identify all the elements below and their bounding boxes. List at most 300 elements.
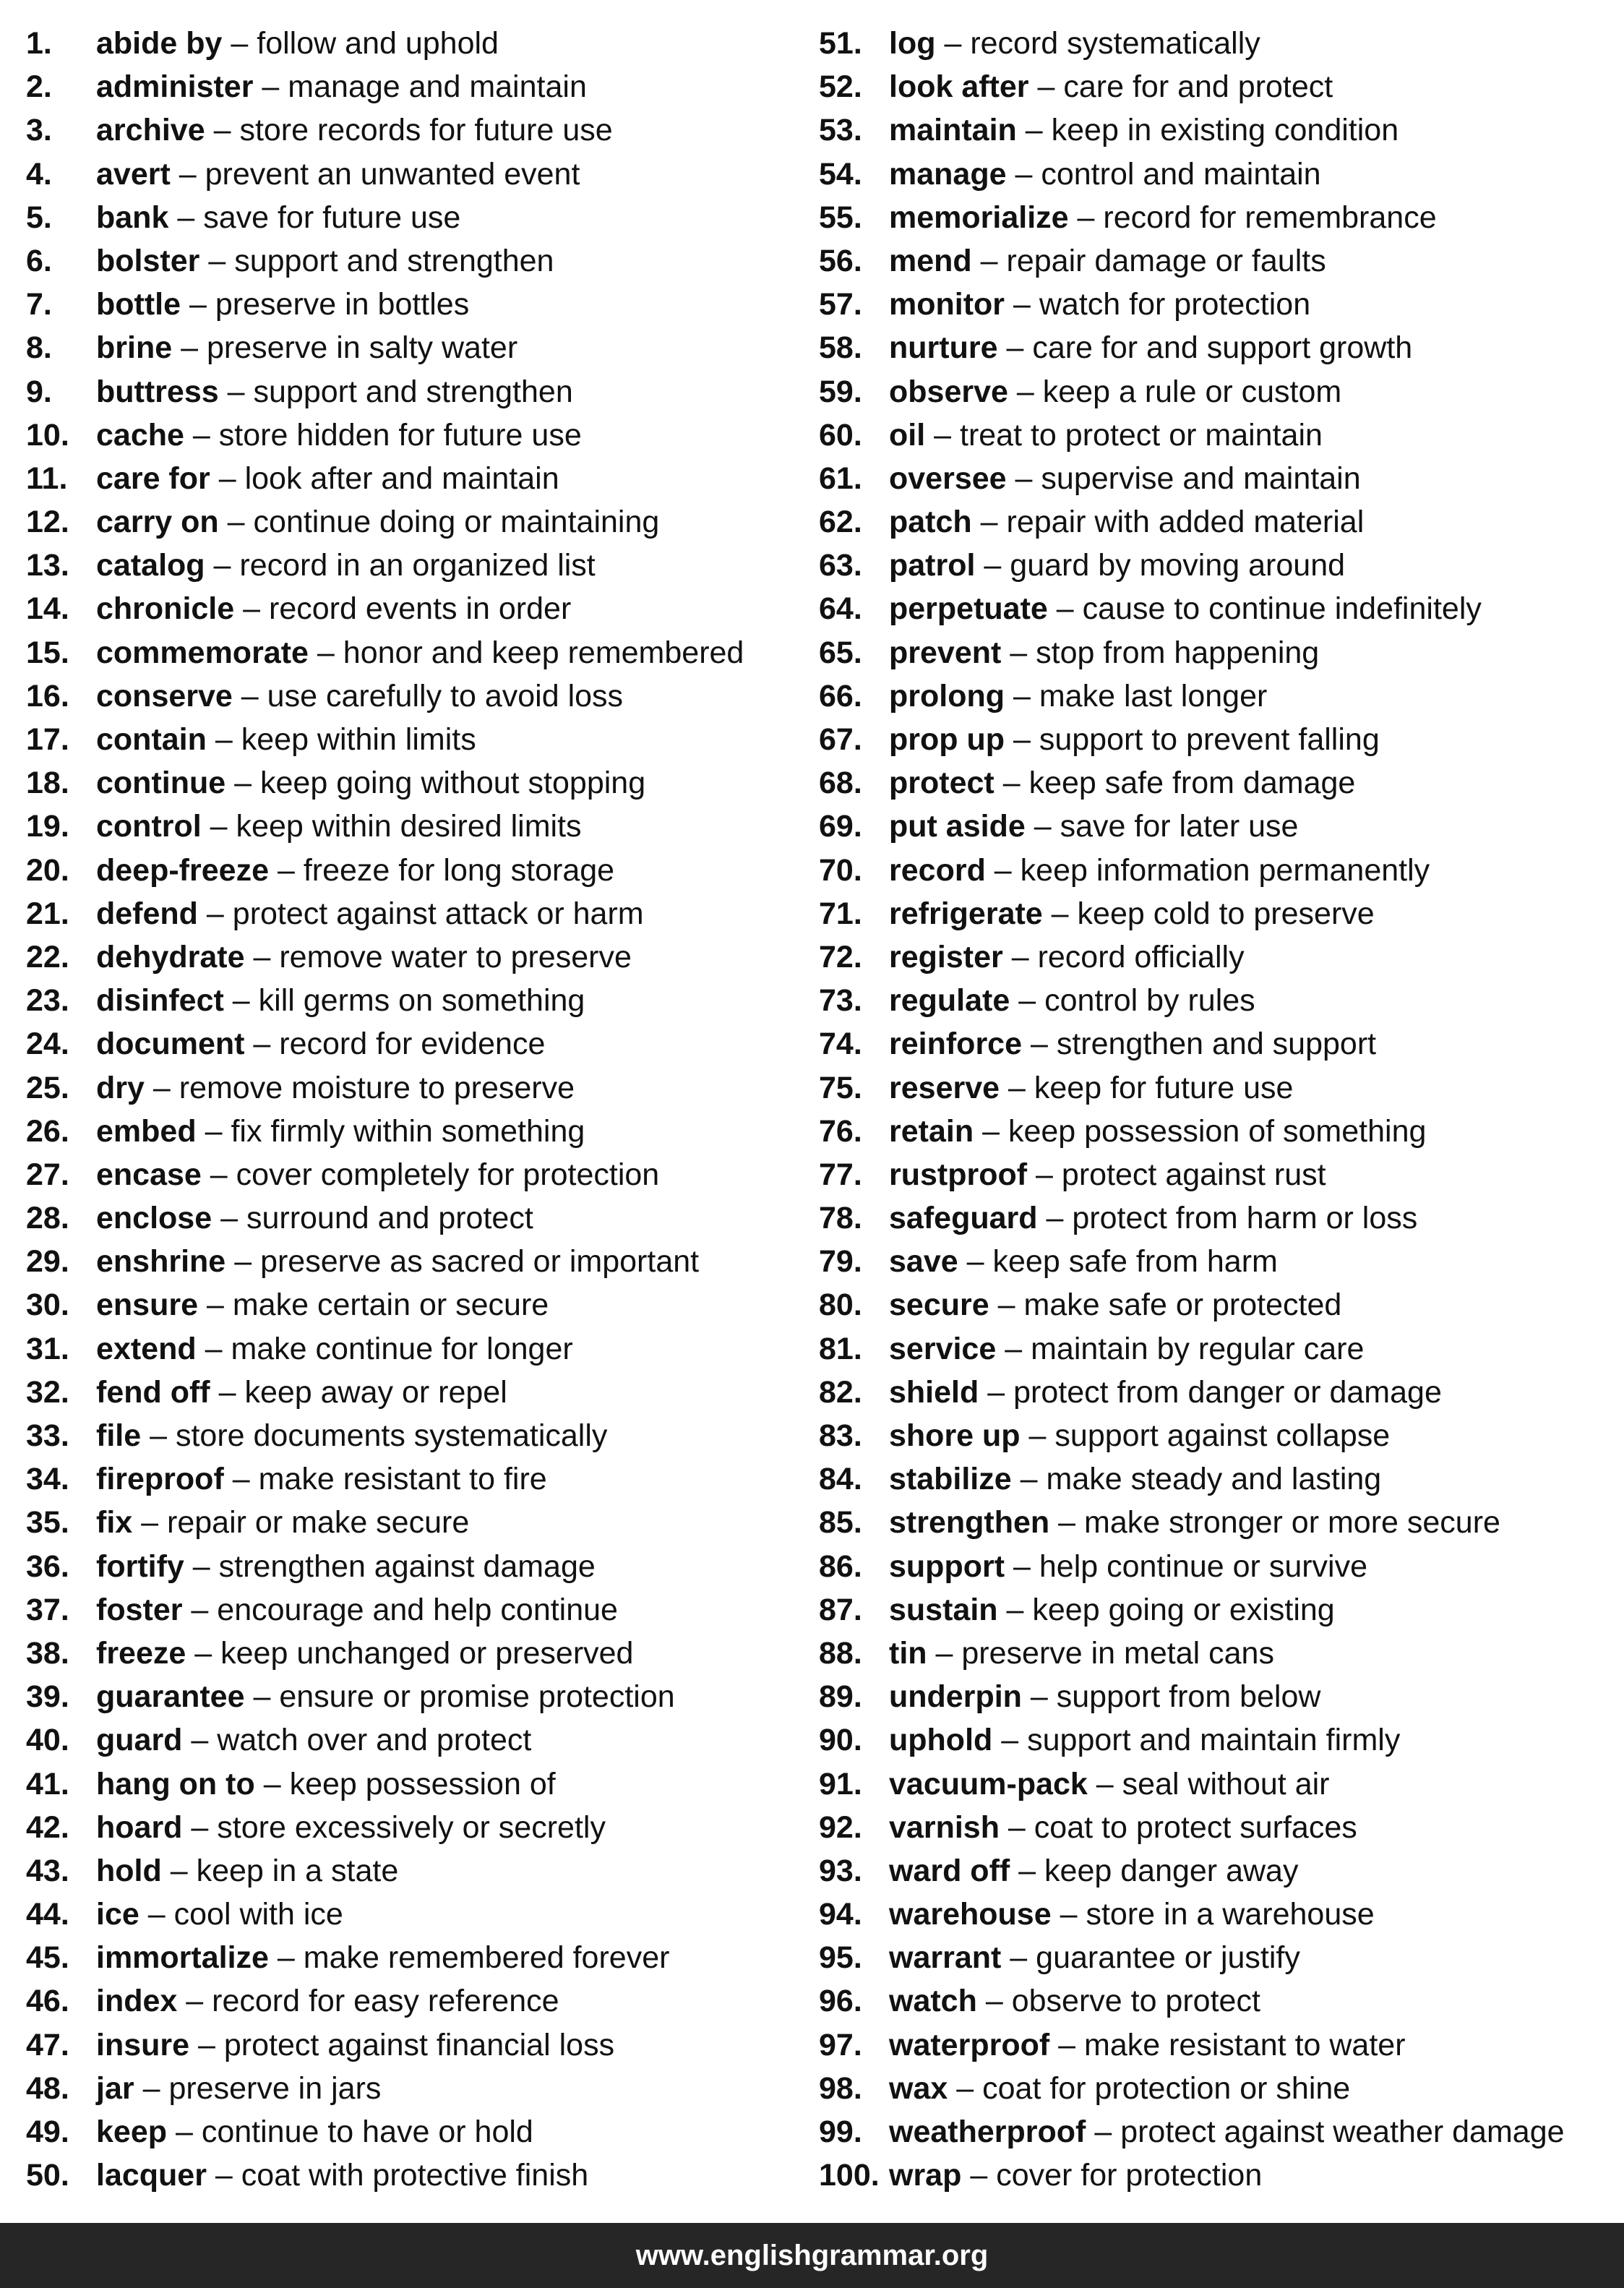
item-definition: make steady and lasting xyxy=(1046,1462,1382,1497)
item-word: warehouse xyxy=(889,1897,1052,1932)
item-number: 16. xyxy=(26,678,69,714)
item-text xyxy=(889,1153,1326,1196)
item-definition: store hidden for future use xyxy=(218,417,582,453)
item-word: hold xyxy=(96,1853,162,1888)
item-number: 84. xyxy=(819,1462,862,1497)
item-number: 72. xyxy=(819,939,862,974)
item-word: brine xyxy=(96,330,173,366)
item-word: document xyxy=(96,1027,245,1062)
item-definition: freeze for long storage xyxy=(303,852,615,888)
item-word: underpin xyxy=(889,1679,1022,1715)
item-word: chronicle xyxy=(96,591,235,627)
item-definition: make continue for longer xyxy=(231,1331,573,1366)
item-definition: make stronger or more secure xyxy=(1084,1505,1500,1541)
item-word: contain xyxy=(96,722,207,757)
item-dash: – xyxy=(210,1157,228,1192)
item-word: catalog xyxy=(96,548,205,583)
item-number: 93. xyxy=(819,1853,862,1888)
item-dash: – xyxy=(177,200,195,235)
item-dash: – xyxy=(1010,635,1028,670)
item-dash: – xyxy=(277,1940,295,1976)
item-text xyxy=(96,2110,533,2154)
item-text xyxy=(96,2067,381,2110)
item-word: ward off xyxy=(889,1853,1010,1888)
item-definition: ensure or promise protection xyxy=(279,1679,675,1715)
item-number: 21. xyxy=(26,896,69,931)
item-definition: store records for future use xyxy=(239,113,613,148)
item-dash: – xyxy=(147,1897,166,1932)
item-dash: – xyxy=(944,26,962,61)
item-dash: – xyxy=(935,1635,953,1671)
item-word: vacuum-pack xyxy=(889,1766,1088,1801)
item-definition: prevent an unwanted event xyxy=(205,156,580,192)
item-word: mend xyxy=(889,243,972,278)
item-text xyxy=(889,1414,1390,1457)
item-definition: cover completely for protection xyxy=(236,1157,660,1192)
item-word: put aside xyxy=(889,809,1026,844)
item-definition: preserve in salty water xyxy=(206,330,518,366)
item-text xyxy=(889,1327,1364,1371)
item-text xyxy=(889,805,1298,848)
item-dash: – xyxy=(1030,1679,1048,1715)
item-number: 88. xyxy=(819,1635,862,1671)
item-number: 75. xyxy=(819,1070,862,1105)
item-text xyxy=(889,1066,1293,1110)
item-dash: – xyxy=(205,1331,223,1366)
item-number: 22. xyxy=(26,939,69,974)
item-number: 82. xyxy=(819,1374,862,1410)
item-dash: – xyxy=(253,1679,271,1715)
item-dash: – xyxy=(982,1113,1000,1149)
item-word: control xyxy=(96,809,202,844)
item-number: 6. xyxy=(26,243,52,278)
item-definition: strengthen against damage xyxy=(218,1548,596,1584)
item-text xyxy=(889,1022,1376,1066)
item-definition: record officially xyxy=(1037,939,1245,974)
item-text xyxy=(96,1588,618,1632)
item-number: 92. xyxy=(819,1809,862,1845)
item-definition: control by rules xyxy=(1044,983,1255,1019)
item-number: 99. xyxy=(819,2115,862,2149)
item-dash: – xyxy=(215,2158,233,2193)
item-word: care for xyxy=(96,460,210,496)
item-definition: make certain or secure xyxy=(232,1287,549,1323)
item-definition: guard by moving around xyxy=(1010,548,1346,583)
item-definition: guarantee or justify xyxy=(1036,1940,1300,1976)
item-word: oil xyxy=(889,417,926,453)
item-text xyxy=(889,239,1326,283)
item-dash: – xyxy=(213,548,231,583)
item-dash: – xyxy=(966,1244,984,1280)
item-text xyxy=(96,500,659,544)
item-word: encase xyxy=(96,1157,202,1192)
item-text xyxy=(96,1457,547,1501)
item-dash: – xyxy=(142,2070,160,2106)
item-text xyxy=(96,1936,669,1979)
item-word: manage xyxy=(889,156,1007,192)
item-dash: – xyxy=(186,1984,204,2019)
item-number: 13. xyxy=(26,548,69,583)
item-word: embed xyxy=(96,1113,197,1149)
item-dash: – xyxy=(208,243,226,278)
item-dash: – xyxy=(1006,1592,1024,1627)
item-word: disinfect xyxy=(96,983,224,1019)
item-text xyxy=(96,2023,614,2067)
item-number: 63. xyxy=(819,548,862,583)
item-text xyxy=(889,2154,1262,2197)
item-number: 65. xyxy=(819,635,862,670)
item-text xyxy=(96,631,744,674)
item-definition: protect against weather damage xyxy=(1120,2115,1565,2149)
item-dash: – xyxy=(1018,983,1036,1019)
item-number: 100. xyxy=(819,2158,880,2193)
item-definition: keep danger away xyxy=(1044,1853,1299,1888)
item-text xyxy=(889,1371,1442,1414)
item-definition: make last longer xyxy=(1039,678,1268,714)
item-word: service xyxy=(889,1331,997,1366)
item-dash: – xyxy=(984,548,1002,583)
item-text xyxy=(96,674,623,718)
item-text xyxy=(889,935,1245,979)
item-dash: – xyxy=(980,505,998,540)
item-word: oversee xyxy=(889,460,1007,496)
item-dash: – xyxy=(191,1592,209,1627)
item-text xyxy=(889,979,1255,1022)
item-number: 80. xyxy=(819,1287,862,1323)
item-dash: – xyxy=(1013,678,1031,714)
item-definition: coat for protection or shine xyxy=(982,2070,1351,2106)
item-text xyxy=(96,326,517,369)
item-definition: keep a rule or custom xyxy=(1042,374,1342,409)
item-number: 48. xyxy=(26,2070,69,2106)
item-definition: support and maintain firmly xyxy=(1027,1723,1401,1758)
item-number: 10. xyxy=(26,417,69,453)
item-dash: – xyxy=(141,1505,159,1541)
item-definition: coat to protect surfaces xyxy=(1034,1809,1357,1845)
item-number: 33. xyxy=(26,1418,69,1453)
item-number: 19. xyxy=(26,809,69,844)
item-word: log xyxy=(889,26,936,61)
item-definition: repair with added material xyxy=(1006,505,1365,540)
item-definition: seal without air xyxy=(1122,1766,1330,1801)
item-text xyxy=(96,1196,533,1240)
item-number: 24. xyxy=(26,1027,69,1062)
item-text xyxy=(96,1327,573,1371)
item-text xyxy=(889,1588,1335,1632)
item-word: rustproof xyxy=(889,1157,1028,1192)
item-dash: – xyxy=(234,766,252,801)
item-word: foster xyxy=(96,1592,183,1627)
item-definition: follow and uphold xyxy=(257,26,499,61)
item-number: 90. xyxy=(819,1723,862,1758)
item-text xyxy=(889,2067,1350,2110)
item-number: 61. xyxy=(819,460,862,496)
item-definition: watch for protection xyxy=(1039,287,1311,322)
item-dash: – xyxy=(980,243,998,278)
item-word: uphold xyxy=(889,1723,993,1758)
item-number: 29. xyxy=(26,1244,69,1280)
item-number: 37. xyxy=(26,1592,69,1627)
item-dash: – xyxy=(218,460,236,496)
item-definition: make resistant to water xyxy=(1084,2027,1406,2062)
item-word: maintain xyxy=(889,113,1017,148)
item-word: tin xyxy=(889,1635,927,1671)
item-word: defend xyxy=(96,896,198,931)
item-definition: protect against attack or harm xyxy=(232,896,644,931)
item-number: 81. xyxy=(819,1331,862,1366)
item-text xyxy=(889,1110,1426,1153)
item-text xyxy=(96,935,632,979)
item-word: secure xyxy=(889,1287,989,1323)
item-dash: – xyxy=(1006,330,1024,366)
item-number: 83. xyxy=(819,1418,862,1453)
item-number: 14. xyxy=(26,591,69,627)
item-dash: – xyxy=(253,939,271,974)
item-text xyxy=(96,718,476,761)
item-number: 60. xyxy=(819,417,862,453)
item-word: abide by xyxy=(96,26,223,61)
item-text xyxy=(96,2154,588,2197)
item-word: bolster xyxy=(96,243,200,278)
item-dash: – xyxy=(956,2070,974,2106)
item-definition: support against collapse xyxy=(1054,1418,1391,1453)
item-dash: – xyxy=(192,417,210,453)
item-word: jar xyxy=(96,2070,134,2106)
item-definition: preserve in metal cans xyxy=(961,1635,1274,1671)
item-text xyxy=(889,892,1375,935)
item-word: stabilize xyxy=(889,1462,1012,1497)
item-definition: preserve in bottles xyxy=(215,287,470,322)
item-text xyxy=(889,631,1319,674)
item-text xyxy=(96,457,559,500)
item-number: 43. xyxy=(26,1853,69,1888)
item-definition: manage and maintain xyxy=(288,69,587,105)
item-dash: – xyxy=(1001,1723,1019,1758)
item-text xyxy=(889,1936,1300,1979)
item-definition: keep safe from damage xyxy=(1028,766,1356,801)
item-dash: – xyxy=(194,1635,212,1671)
item-text xyxy=(96,108,613,152)
item-dash: – xyxy=(277,852,295,888)
item-definition: keep possession of xyxy=(289,1766,556,1801)
item-word: guarantee xyxy=(96,1679,245,1715)
item-text xyxy=(96,370,573,414)
item-definition: remove water to preserve xyxy=(279,939,632,974)
item-number: 15. xyxy=(26,635,69,670)
item-number: 91. xyxy=(819,1766,862,1801)
item-word: support xyxy=(889,1548,1005,1584)
item-text xyxy=(96,1806,606,1849)
item-dash: – xyxy=(150,1418,168,1453)
item-number: 45. xyxy=(26,1940,69,1976)
item-word: retain xyxy=(889,1113,974,1149)
item-text xyxy=(96,196,460,239)
item-number: 73. xyxy=(819,983,862,1019)
item-word: regulate xyxy=(889,983,1010,1019)
item-number: 39. xyxy=(26,1679,69,1715)
item-word: administer xyxy=(96,69,254,105)
item-number: 9. xyxy=(26,374,52,409)
item-number: 5. xyxy=(26,200,52,235)
item-dash: – xyxy=(227,505,245,540)
item-dash: – xyxy=(231,26,249,61)
item-number: 67. xyxy=(819,722,862,757)
item-definition: continue to have or hold xyxy=(201,2115,533,2149)
item-word: shield xyxy=(889,1374,979,1410)
item-number: 36. xyxy=(26,1548,69,1584)
item-dash: – xyxy=(1077,200,1095,235)
item-definition: keep within limits xyxy=(241,722,476,757)
item-word: strengthen xyxy=(889,1505,1050,1541)
item-dash: – xyxy=(215,722,233,757)
item-word: commemorate xyxy=(96,635,309,670)
item-number: 26. xyxy=(26,1113,69,1149)
item-dash: – xyxy=(191,1723,209,1758)
item-text xyxy=(96,544,596,587)
item-definition: preserve as sacred or important xyxy=(260,1244,700,1280)
item-dash: – xyxy=(1005,1331,1023,1366)
item-text xyxy=(889,718,1380,761)
item-dash: – xyxy=(1020,1462,1038,1497)
item-word: ensure xyxy=(96,1287,199,1323)
item-text xyxy=(96,1893,343,1936)
item-number: 42. xyxy=(26,1809,69,1845)
item-number: 1. xyxy=(26,26,52,61)
item-definition: make resistant to fire xyxy=(258,1462,547,1497)
item-word: sustain xyxy=(889,1592,998,1627)
item-definition: care for and support growth xyxy=(1032,330,1413,366)
item-word: extend xyxy=(96,1331,197,1366)
item-dash: – xyxy=(152,1070,171,1105)
item-text xyxy=(96,979,585,1022)
item-dash: – xyxy=(1011,939,1029,974)
item-definition: support to prevent falling xyxy=(1039,722,1380,757)
item-dash: – xyxy=(189,287,207,322)
item-dash: – xyxy=(1034,809,1052,844)
item-word: buttress xyxy=(96,374,219,409)
item-dash: – xyxy=(934,417,952,453)
item-text xyxy=(96,239,554,283)
item-dash: – xyxy=(175,2115,193,2149)
item-text xyxy=(96,1153,659,1196)
item-definition: cover for protection xyxy=(996,2158,1263,2193)
item-number: 34. xyxy=(26,1462,69,1497)
item-text xyxy=(96,587,571,630)
item-definition: record in an organized list xyxy=(239,548,596,583)
footer-website-link[interactable]: www.englishgrammar.org xyxy=(635,2239,989,2271)
item-dash: – xyxy=(1046,1201,1064,1236)
item-word: monitor xyxy=(889,287,1005,322)
item-definition: protect from danger or damage xyxy=(1013,1374,1442,1410)
item-dash: – xyxy=(1037,69,1055,105)
item-dash: – xyxy=(210,809,228,844)
item-number: 25. xyxy=(26,1070,69,1105)
item-word: insure xyxy=(96,2027,190,2062)
item-dash: – xyxy=(234,1244,252,1280)
item-text xyxy=(889,1632,1274,1675)
item-text xyxy=(96,1979,559,2023)
item-text xyxy=(889,326,1412,369)
item-text xyxy=(889,1501,1500,1544)
item-dash: – xyxy=(241,678,259,714)
item-number: 47. xyxy=(26,2027,69,2062)
item-dash: – xyxy=(1008,1809,1026,1845)
item-word: wax xyxy=(889,2070,948,2106)
item-number: 55. xyxy=(819,200,862,235)
item-definition: supervise and maintain xyxy=(1041,460,1361,496)
item-definition: record for easy reference xyxy=(212,1984,559,2019)
item-definition: record for remembrance xyxy=(1103,200,1437,235)
item-text xyxy=(96,761,645,805)
item-word: fortify xyxy=(96,1548,184,1584)
item-number: 17. xyxy=(26,722,69,757)
item-definition: remove moisture to preserve xyxy=(179,1070,575,1105)
item-word: record xyxy=(889,852,986,888)
item-definition: support and strengthen xyxy=(253,374,573,409)
item-dash: – xyxy=(1013,722,1031,757)
item-word: conserve xyxy=(96,678,233,714)
item-number: 12. xyxy=(26,505,69,540)
item-number: 27. xyxy=(26,1157,69,1192)
item-word: safeguard xyxy=(889,1201,1038,1236)
item-number: 54. xyxy=(819,156,862,192)
item-word: guard xyxy=(96,1723,183,1758)
item-dash: – xyxy=(206,896,224,931)
item-number: 96. xyxy=(819,1984,862,2019)
item-text xyxy=(96,1545,596,1588)
item-dash: – xyxy=(987,1374,1005,1410)
item-definition: maintain by regular care xyxy=(1031,1331,1365,1366)
item-word: save xyxy=(889,1244,958,1280)
item-number: 76. xyxy=(819,1113,862,1149)
item-number: 49. xyxy=(26,2115,69,2149)
item-number: 64. xyxy=(819,591,862,627)
item-number: 89. xyxy=(819,1679,862,1715)
item-dash: – xyxy=(1025,113,1043,148)
item-text xyxy=(889,2110,1565,2154)
item-number: 87. xyxy=(819,1592,862,1627)
item-definition: keep going without stopping xyxy=(260,766,646,801)
item-definition: preserve in jars xyxy=(168,2070,382,2106)
item-text xyxy=(889,196,1437,239)
item-word: deep-freeze xyxy=(96,852,269,888)
item-word: enshrine xyxy=(96,1244,226,1280)
item-word: nurture xyxy=(889,330,998,366)
item-dash: – xyxy=(997,1287,1015,1323)
item-dash: – xyxy=(1058,1505,1076,1541)
item-word: prevent xyxy=(889,635,1002,670)
item-dash: – xyxy=(985,1984,1003,2019)
item-dash: – xyxy=(994,852,1012,888)
item-number: 68. xyxy=(819,766,862,801)
item-text xyxy=(96,1414,607,1457)
item-number: 30. xyxy=(26,1287,69,1323)
item-definition: stop from happening xyxy=(1036,635,1320,670)
item-number: 71. xyxy=(819,896,862,931)
item-word: prolong xyxy=(889,678,1005,714)
item-text xyxy=(96,414,582,457)
item-number: 85. xyxy=(819,1505,862,1541)
item-definition: treat to protect or maintain xyxy=(960,417,1323,453)
item-text xyxy=(889,65,1333,108)
item-text xyxy=(96,805,582,848)
item-word: dry xyxy=(96,1070,145,1105)
item-number: 52. xyxy=(819,69,862,105)
item-definition: store documents systematically xyxy=(175,1418,608,1453)
item-dash: – xyxy=(213,113,231,148)
item-text xyxy=(96,1849,398,1893)
item-number: 95. xyxy=(819,1940,862,1976)
